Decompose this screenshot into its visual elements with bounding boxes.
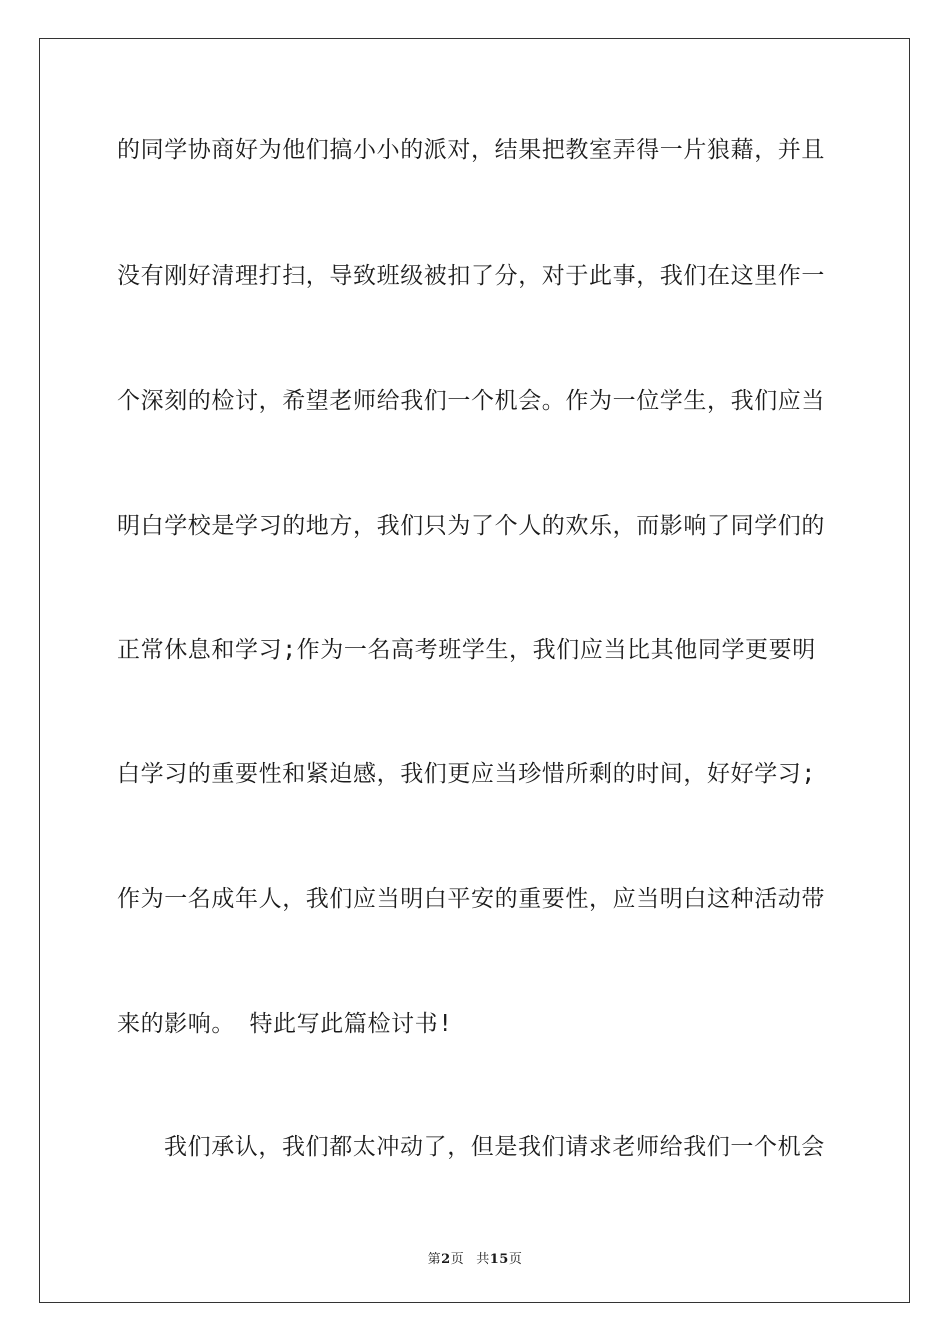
- body-line-5: 正常休息和学习;作为一名高考班学生，我们应当比其他同学更要明: [117, 637, 816, 663]
- body-line-3: 个深刻的检讨，希望老师给我们一个机会。作为一位学生，我们应当: [117, 388, 825, 414]
- body-line-1: 的同学协商好为他们搞小小的派对，结果把教室弄得一片狼藉，并且: [117, 137, 825, 163]
- body-line-8: 来的影响。 特此写此篇检讨书!: [117, 1011, 453, 1037]
- footer-page-prefix: 第: [427, 1252, 442, 1267]
- footer-total-prefix: 共: [476, 1252, 490, 1267]
- footer-page-number: 2: [441, 1252, 451, 1267]
- body-line-4: 明白学校是学习的地方，我们只为了个人的欢乐，而影响了同学们的: [117, 513, 825, 539]
- footer-total-suffix: 页: [508, 1252, 523, 1267]
- body-line-2: 没有刚好清理打扫，导致班级被扣了分，对于此事，我们在这里作一: [117, 263, 825, 289]
- page-border: [39, 38, 910, 1303]
- body-line-7: 作为一名成年人，我们应当明白平安的重要性，应当明白这种活动带: [117, 886, 825, 912]
- body-line-6: 白学习的重要性和紧迫感，我们更应当珍惜所剩的时间，好好学习;: [117, 761, 816, 787]
- page-footer: [0, 1248, 950, 1267]
- footer-total-pages: 15: [489, 1252, 509, 1267]
- footer-page-suffix: 页: [450, 1252, 465, 1267]
- indented-paragraph: 我们承认，我们都太冲动了，但是我们请求老师给我们一个机会: [164, 1134, 825, 1160]
